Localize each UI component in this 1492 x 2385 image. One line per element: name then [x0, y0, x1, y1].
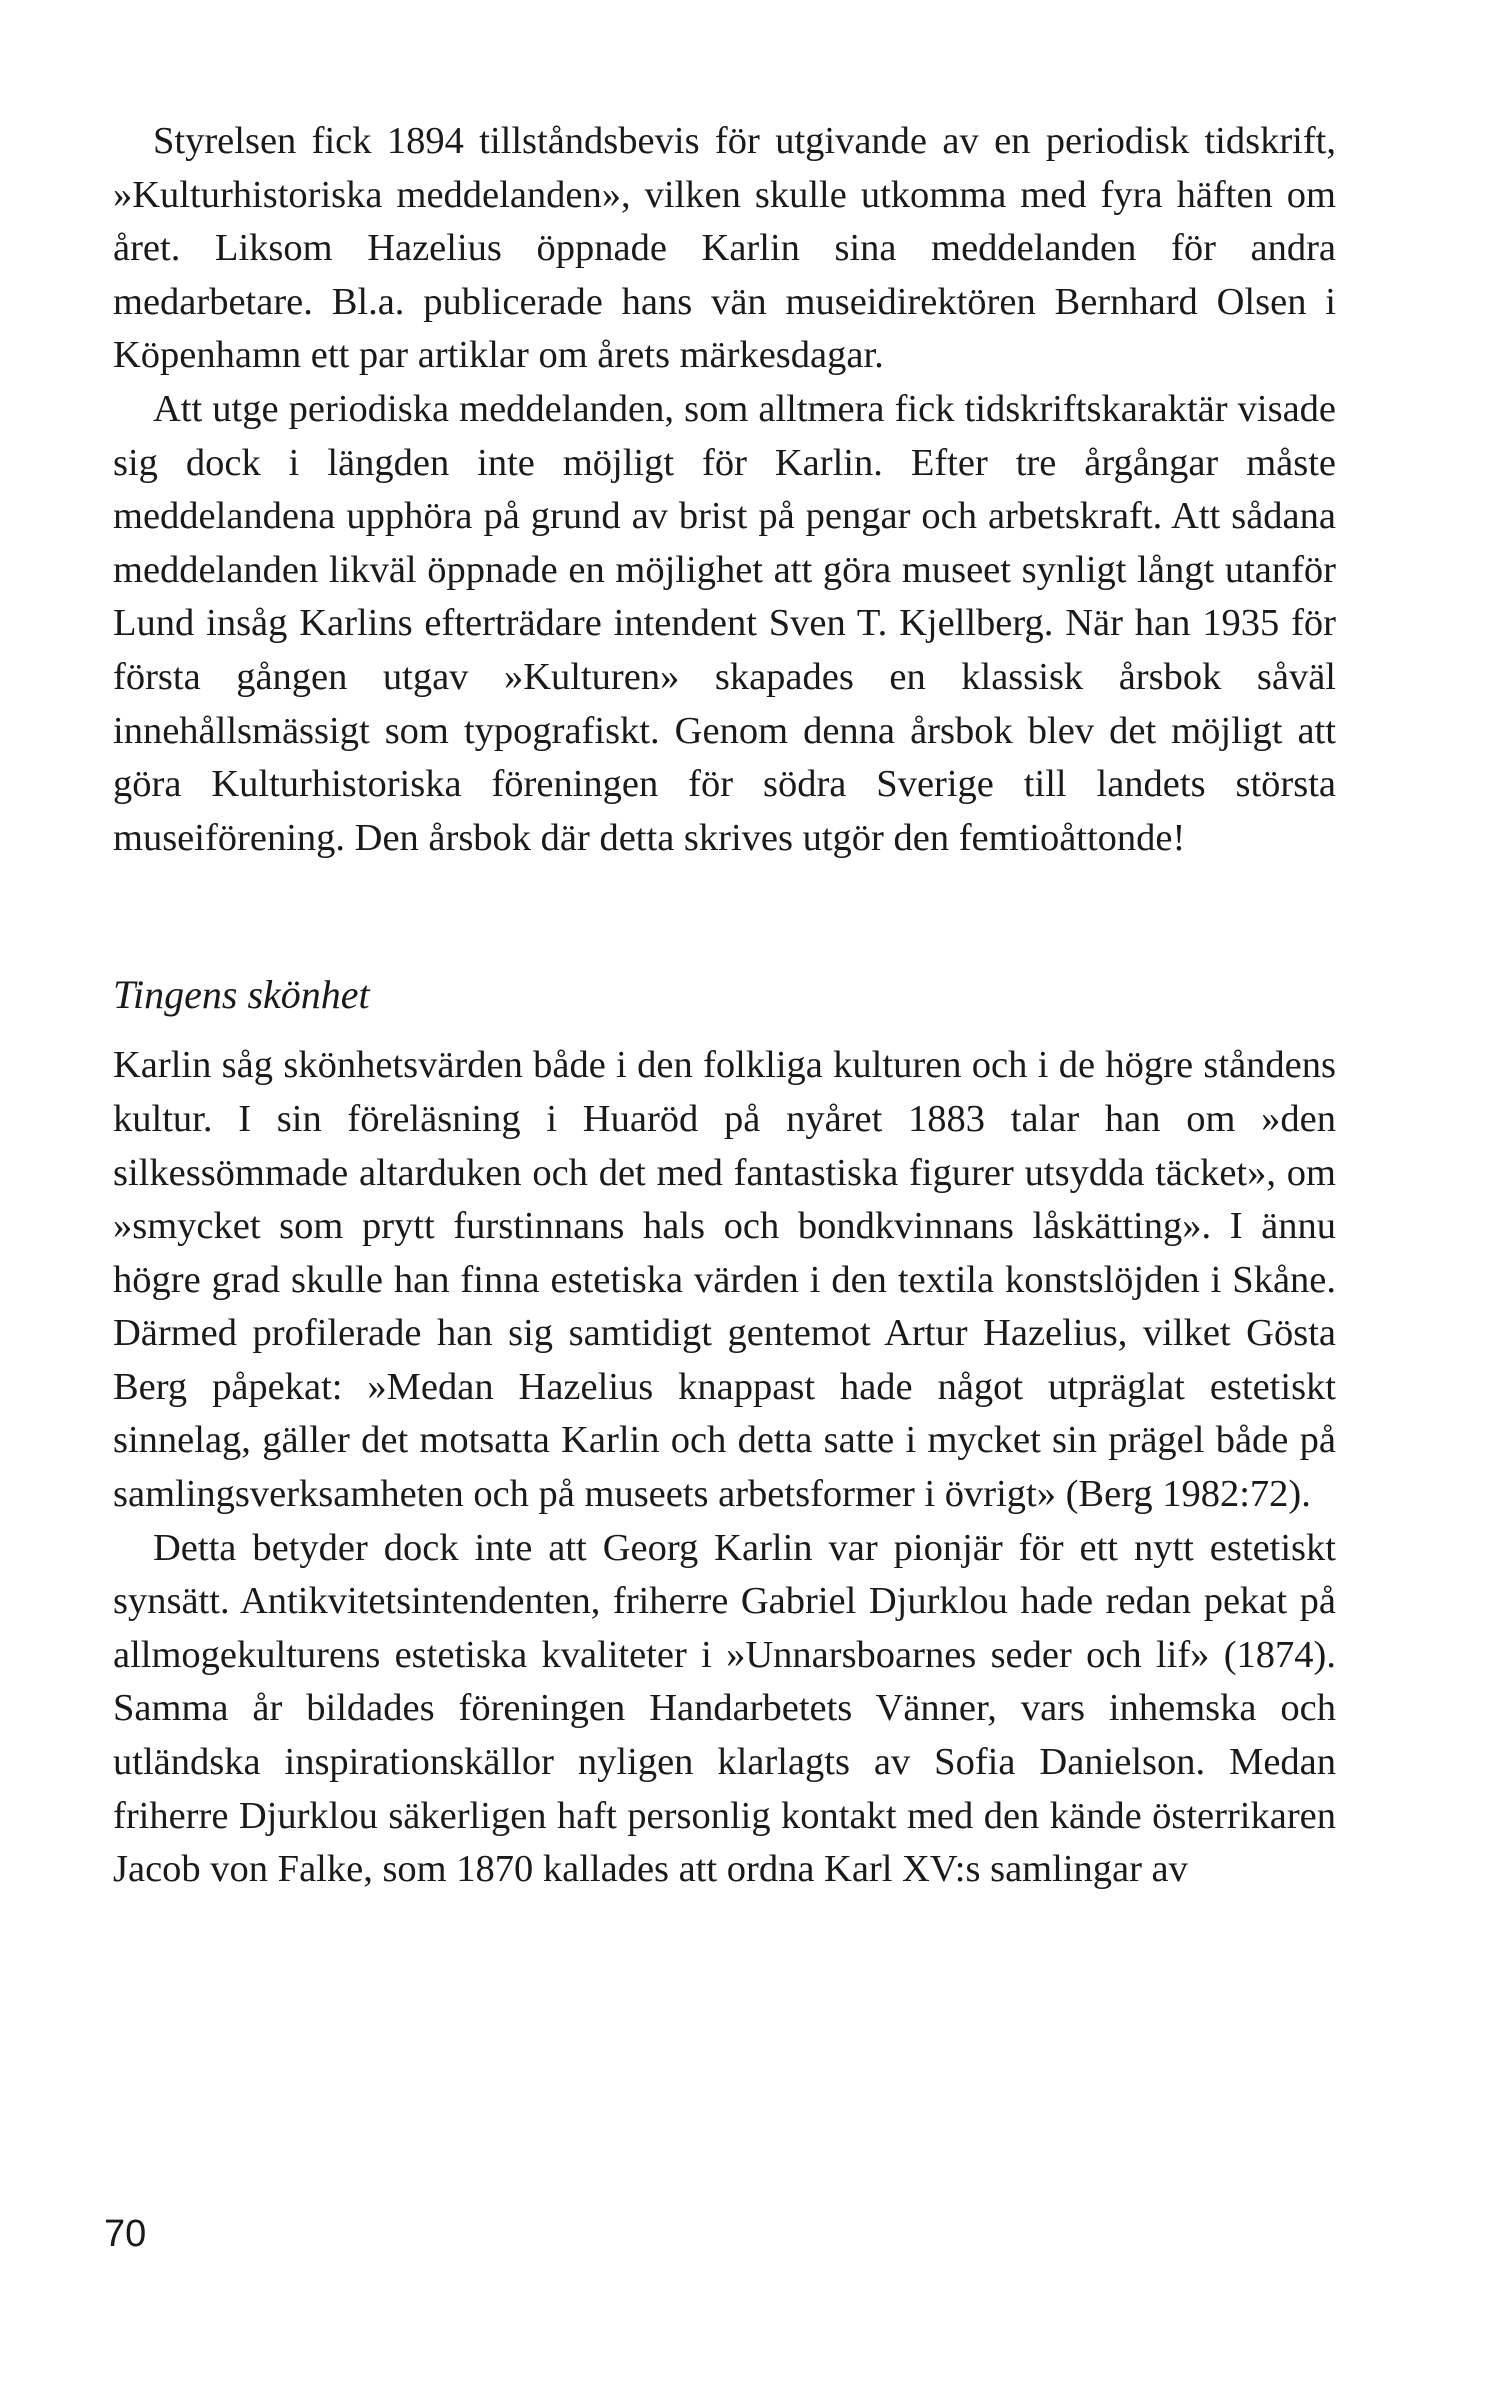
text-column: [113, 115, 1336, 1897]
paragraph-periodical-discontinued: Att utge periodiska meddelanden, som alltmera fick tidskriftskaraktär visade sig dock i längden inte möjligt för Karlin. Efter tre årgångar måste meddelandena upphöra på grund av brist på pengar och arbetskraft. Att sådana meddelanden likväl öppnade en möjlighet att göra museet synligt långt utanför Lund insåg Karlins efterträdare intendent Sven T. Kjellberg. När han 1935 för första gången utgav »Kulturen» skapades en klassisk årsbok såväl innehållsmässigt som typografiskt. Genom denna årsbok blev det möjligt att göra Kulturhistoriska föreningen för södra Sverige till landets största museiförening. Den årsbok där detta skrives utgör den femtioåttonde!: [113, 387, 1336, 859]
section-heading: Tingens skönhet: [113, 972, 370, 1018]
page-number: 70: [104, 2213, 147, 2255]
paragraph-periodical-permit: Styrelsen fick 1894 tillståndsbevis för utgivande av en periodisk tidskrift, »Kulturhistoriska meddelanden», vilken skulle utkomma med fyra häften om året. Liksom Hazelius öppnade Karlin sina meddelanden för andra medarbetare. Bl.a. publicerade hans vän museidirektören Bernhard Olsen i Köpenhamn ett par artiklar om årets märkesdagar.: [113, 120, 1336, 377]
paragraph-beauty-values: Karlin såg skönhetsvärden både i den folkliga kulturen och i de högre ståndens kultur. I sin föreläsning i Huaröd på nyåret 1883 talar han om »den silkessömmade altarduken och det med fantastiska figurer utsydda täcket», om »smycket som prytt furstinnans hals och bondkvinnans låskätting». I ännu högre grad skulle han finna estetiska värden i den textila konstslöjden i Skåne. Därmed profilerade han sig samtidigt gentemot Artur Hazelius, vilket Gösta Berg påpekat: »Medan Hazelius knappast hade något utpräglat estetiskt sinnelag, gäller det motsatta Karlin och detta satte i mycket sin prägel både på samlingsverksamheten och på museets arbetsformer i övrigt» (Berg 1982:72).: [113, 1044, 1336, 1516]
paragraph-aesthetic-view: Detta betyder dock inte att Georg Karlin var pionjär för ett nytt estetiskt synsätt. Antikvitetsintendenten, friherre Gabriel Djurklou hade redan pekat på allmogekulturens estetiska kvaliteter i »Unnarsboarnes seder och lif» (1874). Samma år bildades föreningen Handarbetets Vänner, vars inhemska och utländska inspirationskällor nyligen klarlagts av Sofia Danielson. Medan friherre Djurklou säkerligen haft personlig kontakt med den kände österrikaren Jacob von Falke, som 1870 kallades att ordna Karl XV:s samlingar av: [113, 1526, 1336, 1891]
